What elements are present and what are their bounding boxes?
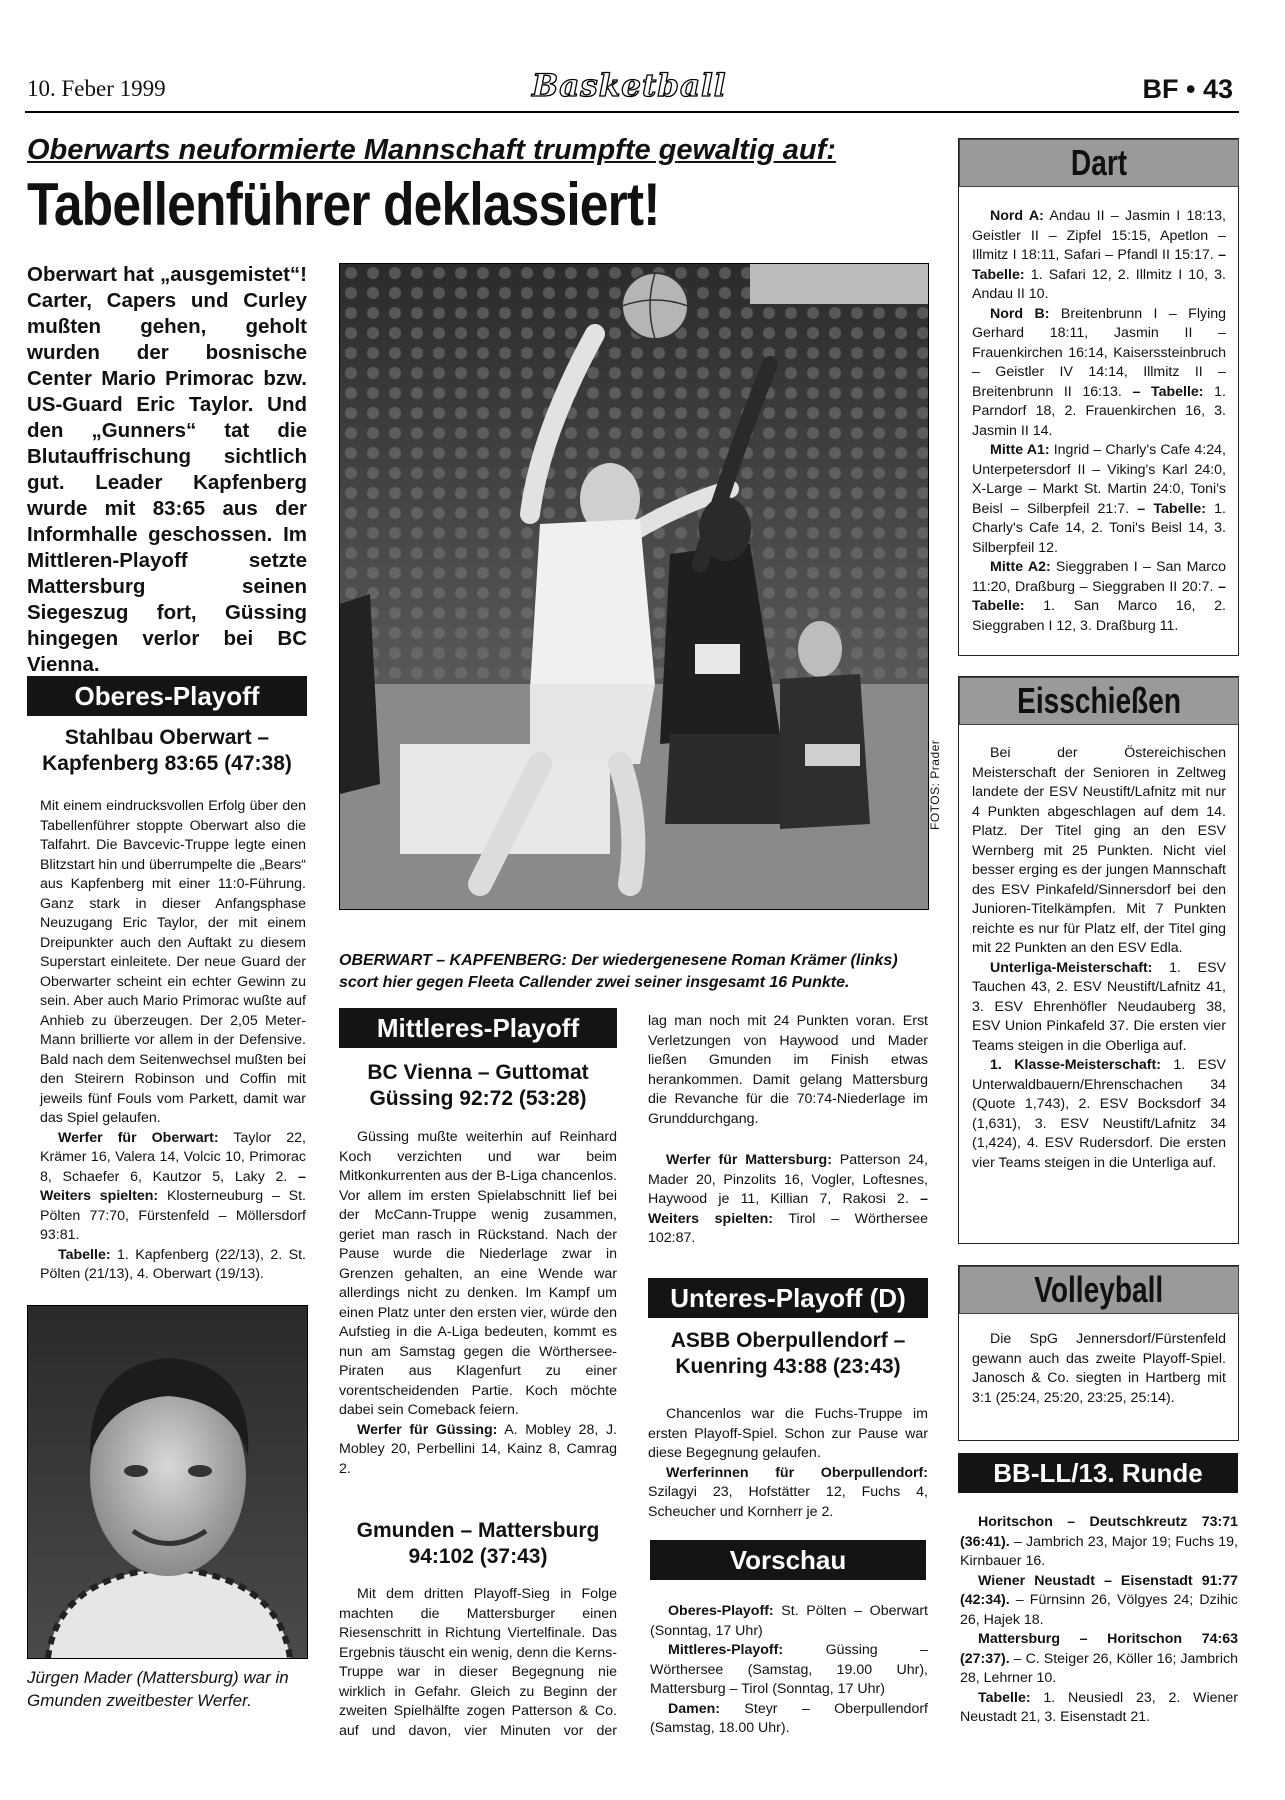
mittleres-weiters: Tirol – Wörthersee 102:87.: [648, 1210, 928, 1246]
mittleres-werfer2-line: [648, 1151, 928, 1249]
oberes-playoff-bar: Oberes-Playoff: [27, 676, 307, 716]
oberes-werfer: Taylor 22, Krämer 16, Valera 14, Volcic 10, Primorac 8, Schaefer 6, Kautzor 5, Laky 2.: [40, 1129, 306, 1185]
mittleres-article2-col2: [648, 1012, 928, 1249]
bbll-table-label: Tabelle:: [978, 1689, 1031, 1706]
vorschau-item-1: [650, 1602, 928, 1641]
mittleres-werfer1-label: Werfer für Güssing:: [357, 1421, 498, 1438]
vorschau-item-3-text: Steyr – Oberpullendorf (Samstag, 18.00 Uhr).: [650, 1700, 928, 1736]
bbll-bar: BB-LL/13. Runde: [958, 1453, 1238, 1493]
vorschau-item-1-label: Oberes-Playoff:: [668, 1603, 774, 1619]
dart-title-text: Dart: [1070, 142, 1128, 183]
unteres-article: [648, 1405, 928, 1522]
portrait-caption: Jürgen Mader (Mattersburg) war in Gmunden zweitbester Werfer.: [27, 1668, 289, 1710]
eisschiessen-text: Bei der Östereichischen Meisterschaft der Senioren in Zeltweg landete der ESV Neustift/Lafnitz mit nur 4 Punkten abgeschlagen auf dem 14. Platz. Der Titel ging an den ESV Wernberg mit 25 Punkten. Nicht viel besser erging es der jungen Mannschaft des ESV Pinkafeld/Sinnersdorf bei den Junioren-Titelkämpfen. Mit 7 Punkten reichte es nur für Platz elf, der Titel ging mit 22 Punkten an den ESV Edla.: [972, 745, 1226, 956]
portrait-image: [28, 1306, 307, 1658]
bbll-game-1-text: – Jambrich 23, Major 19; Fuchs 19, Kirnbauer 16.: [960, 1533, 1238, 1569]
bbll-results: [960, 1513, 1238, 1728]
headline: Tabellenführer deklassiert!: [27, 171, 660, 238]
basketball-action-image: [340, 264, 928, 909]
volleyball-title-text: Volleyball: [1034, 1269, 1164, 1310]
dart-mitte-a2-text: Sieggraben I – San Marco 11:20, Draßburg – Sieggraben II 20:7.: [972, 559, 1226, 595]
eisschiessen-unterliga: [972, 959, 1226, 1057]
mittleres-playoff-bar: Mittleres-Playoff: [339, 1008, 617, 1048]
unteres-werfer-line: [648, 1464, 928, 1523]
oberes-article: [40, 797, 306, 1285]
dart-results: [972, 207, 1226, 636]
dart-nord-a-text: Andau II – Jasmin I 18:13, Geistler II – Zipfel 15:15, Apetlon – Illmitz I 18:11, Safari – Pfandl II 15:17.: [972, 208, 1226, 263]
bbll-game-1-label: Horitschon – Deutschkreutz 73:71 (36:41).: [960, 1514, 1238, 1550]
vorschau-list: [650, 1602, 928, 1739]
mittleres-werfer1: A. Mobley 28, J. Mobley 20, Perbellini 14, Kainz 8, Camrag 2.: [339, 1421, 617, 1477]
eisschiessen-klasse: [972, 1056, 1226, 1173]
volleyball-text: Die SpG Jennersdorf/Fürstenfeld gewann auch das zweite Playoff-Spiel. Janosch & Co. siegten in Hartberg mit 3:1 (25:24, 25:20, 23:25, 25:14).: [972, 1331, 1226, 1406]
kicker: Oberwarts neuformierte Mannschaft trumpfte gewaltig auf:: [27, 134, 836, 166]
mittleres-weiters-label: – Weiters spielten:: [648, 1191, 928, 1227]
vorschau-item-2-label: Mittleres-Playoff:: [668, 1642, 784, 1658]
oberes-text: Mit einem eindrucksvollen Erfolg über den Tabellenführer stoppte Oberwart also die Talfahrt. Die Bavcevic-Truppe legte einen Blitzstart hin und überrumpelte die „Bears“ aus Kapfenberg mit einer 11:0-Führung. Ganz stark in dieser Anfangsphase Neuzugang Eric Taylor, der mit einem Dreipunkter auch den Auftakt zu diesem Superstart einleitete. Der neue Guard der Oberwarter scheint ein echter Gewinn zu sein. Aber auch Mario Primorac wußte auf Anhieb zu überzeugen. Der 2,05 Meter-Mann brillierte vor allem in der Defensive. Bald nach dem Seitenwechsel mußten bei den Steirern Robinson und Coffin mit jeweils fünf Fouls vom Parkett, damit war das Spiel gelaufen.: [40, 798, 306, 1126]
bbll-game-3-label: Mattersburg – Horitschon 74:63 (27:37).: [960, 1631, 1238, 1667]
eisschiessen-title-text: Eisschießen: [1017, 680, 1181, 721]
dart-nord-a: [972, 207, 1226, 305]
volleyball-article: [972, 1330, 1226, 1408]
vorschau-item-3-label: Damen:: [668, 1700, 721, 1717]
unteres-werfer: Szilagyi 23, Hofstätter 12, Fuchs 4, Scheucher und Kornherr je 2.: [648, 1484, 928, 1520]
section-title: Basketball: [532, 68, 727, 104]
mittleres-article1: [339, 1128, 617, 1479]
game-photo: [339, 263, 929, 910]
mittleres-article2-col1: [339, 1585, 617, 1741]
dart-nord-a-tabelle: 1. Safari 12, 2. Illmitz I 10, 3. Andau II 10.: [972, 266, 1226, 302]
bbll-game-2-text: – Fürnsinn 26, Völgyes 24; Dzihic 26, Hajek 18.: [960, 1592, 1238, 1628]
dart-nord-b-text: Breitenbrunn I – Flying Gerhard 18:11, Jasmin II – Frauenkirchen 16:14, Kaiserssteinbruch – Geistler IV 14:14, Illmitz II – Breitenbrunn II 16:13.: [972, 305, 1227, 400]
bbll-table: [960, 1689, 1238, 1728]
oberes-werfer-label: Werfer für Oberwart:: [58, 1129, 219, 1146]
oberes-tabelle: 1. Kapfenberg (22/13), 2. St. Pölten (21/13), 4. Oberwart (19/13).: [40, 1246, 306, 1282]
volleyball-title: [959, 1266, 1239, 1314]
photo-credit: FOTOS: Prader: [928, 739, 942, 830]
page-number: BF • 43: [1142, 74, 1233, 104]
bbll-table-text: 1. Neusiedl 23, 2. Wiener Neustadt 21, 3. Eisenstadt 21.: [960, 1689, 1238, 1725]
dart-nord-a-label: Nord A:: [990, 208, 1044, 224]
portrait-photo: [27, 1305, 308, 1659]
unteres-werfer-label: Werferinnen für Oberpullendorf:: [666, 1464, 928, 1481]
eisschiessen-unterliga-text: 1. ESV Tauchen 43, 2. ESV Neustift/Lafnitz 41, 3. ESV Ehrenhöfler Neudauberg 38, ESV Union Pinkafeld 37. Die ersten vier Teams steigen in die Oberliga auf.: [972, 959, 1226, 1054]
oberes-tabelle-label: Tabelle:: [58, 1246, 111, 1263]
vorschau-item-2-text: Güssing – Wörthersee (Samstag, 19.00 Uhr), Mattersburg – Tirol (Sonntag, 17 Uhr): [650, 1642, 928, 1697]
mittleres-text2-cont: lag man noch mit 24 Punkten voran. Erst Verletzungen von Haywood und Mader ließen Gmunden im Finish etwas herankommen. Damit gelang Mattersburg die Revanche für die 70:74-Niederlage im Grunddurchgang.: [648, 1013, 928, 1127]
bbll-game-3: [960, 1630, 1238, 1689]
dart-mitte-a2-tabelle-label: – Tabelle:: [972, 578, 1226, 614]
oberes-table: [40, 1246, 306, 1285]
dart-mitte-a1-text: Ingrid – Charly's Cafe 4:24, Unterpetersdorf II – Viking's Karl 24:0, X-Large – Markt St. Martin 24:0, Toni's Beisl – Silberpfeil 21:7.: [972, 442, 1226, 517]
photo-caption: OBERWART – KAPFENBERG: Der wiedergenesene Roman Krämer (links) scort hier gegen Fleeta Callender zwei seiner insgesamt 16 Punkte.: [339, 952, 898, 991]
dart-mitte-a2-tabelle: 1. San Marco 16, 2. Sieggraben I 12, 3. Draßburg 11.: [972, 598, 1226, 634]
dart-nord-a-tabelle-label: – Tabelle:: [972, 247, 1227, 283]
dart-mitte-a1-label: Mitte A1:: [990, 442, 1050, 458]
bbll-game-1: [960, 1513, 1238, 1572]
mittleres-text2: Mit dem dritten Playoff-Sieg in Folge machten die Mattersburger einen Riesenschritt in Richtung Viertelfinale. Das Ergebnis täuscht ein wenig, denn die Kerns-Truppe war in dieser Begegnung nie wirklich in Gefahr. Gleich zu Beginn der zweiten Spielhälfte zogen Patterson & Co. auf und davon, vier Minuten vor der: [339, 1586, 617, 1739]
vorschau-item-1-text: St. Pölten – Oberwart (Sonntag, 17 Uhr): [650, 1603, 928, 1639]
oberes-weiters: Klosterneuburg – St. Pölten 77:70, Fürstenfeld – Möllersdorf 93:81.: [40, 1188, 306, 1243]
dart-mitte-a2: [972, 558, 1226, 636]
vorschau-bar: Vorschau: [650, 1540, 926, 1580]
dart-nord-b-tabelle-label: – Tabelle:: [1121, 383, 1204, 400]
mittleres-text2-continued: [648, 1012, 928, 1151]
dart-mitte-a1: [972, 441, 1226, 558]
oberes-game-heading: Stahlbau Oberwart – Kapfenberg 83:65 (47:38): [42, 726, 292, 775]
mittleres-text1: Güssing mußte weiterhin auf Reinhard Koch verzichten und war beim Mitkonkurrenten aus der B-Liga chancenlos. Vor allem im ersten Spielabschnitt lief bei der McCann-Truppe wenig zusammen, geriet man rasch in Rückstand. Nach der Pause wurde die Niederlage zwar in Grenzen gehalten, an eine Wende war allerdings nicht zu denken. Im Kampf um einen Platz unter den ersten vier, würde den Aufstieg in die A-Liga bedeuten, kommt es nun am Samstag gegen die Wörthersee-Piraten aus Klagenfurt zu einer vorentscheidenden Partie. Koch möchte dabei sein Comeback feiern.: [339, 1129, 617, 1418]
oberes-stats: [40, 1129, 306, 1246]
dart-mitte-a1-tabelle-label: – Tabelle:: [1129, 500, 1206, 517]
bbll-game-2: [960, 1572, 1238, 1631]
bbll-game-2-label: Wiener Neustadt – Eisenstadt 91:77 (42:34).: [960, 1572, 1238, 1608]
unteres-text: Chancenlos war die Fuchs-Truppe im ersten Playoff-Spiel. Schon zur Pause war diese Begegnung gelaufen.: [648, 1406, 928, 1461]
dart-title: [959, 139, 1239, 187]
mittleres-werfer2: Patterson 24, Mader 20, Pinzolits 16, Vogler, Loftesnes, Haywood je 11, Killian 7, Rakosi 2.: [648, 1152, 928, 1207]
eisschiessen-article: [972, 744, 1226, 1173]
issue-date: 10. Feber 1999: [27, 76, 166, 101]
dart-nord-b-tabelle: 1. Parndorf 18, 2. Frauenkirchen 16, 3. Jasmin II 14.: [972, 383, 1226, 439]
mittleres-game1-heading: BC Vienna – Guttomat Güssing 92:72 (53:28): [367, 1061, 589, 1110]
unteres-game-heading: ASBB Oberpullendorf – Kuenring 43:88 (23:43): [670, 1329, 906, 1378]
mittleres-werfer2-label: Werfer für Mattersburg:: [666, 1152, 832, 1168]
vorschau-item-2: [650, 1641, 928, 1700]
dart-nord-b: [972, 305, 1226, 442]
eisschiessen-title: [959, 677, 1239, 725]
unteres-playoff-bar: Unteres-Playoff (D): [648, 1278, 928, 1318]
eisschiessen-klasse-label: 1. Klasse-Meisterschaft:: [990, 1057, 1161, 1073]
dart-mitte-a1-tabelle: 1. Charly's Cafe 14, 2. Toni's Beisl 14, 3. Silberpfeil 12.: [972, 500, 1227, 556]
dart-mitte-a2-label: Mitte A2:: [990, 559, 1051, 575]
oberes-weiters-label: – Weiters spielten:: [40, 1168, 306, 1204]
lead-paragraph: Oberwart hat „ausgemistet“! Carter, Capers und Curley mußten gehen, geholt wurden der bosnische Center Mario Primorac bzw. US-Guard Eric Taylor. Und den „Gunners“ tat die Blutauffrischung sichtlich gut. Leader Kapfenberg wurde mit 83:65 aus der Informhalle geschossen. Im Mittleren-Playoff setzte Mattersburg seinen Siegeszug fort, Güssing hingegen verlor bei BC Vienna.: [27, 263, 307, 676]
eisschiessen-unterliga-label: Unterliga-Meisterschaft:: [990, 959, 1153, 976]
dart-nord-b-label: Nord B:: [990, 305, 1050, 322]
eisschiessen-klasse-text: 1. ESV Unterwaldbauern/Ehrenschachen 34 (Quote 1,743), 2. ESV Bocksdorf 34 (1,631), 3. ESV Neustift/Lafnitz 34 (1,424), 4. ESV Rudersdorf. Die ersten vier Teams steigen in die Unterliga auf.: [972, 1057, 1226, 1171]
mittleres-game2-heading: Gmunden – Mattersburg 94:102 (37:43): [356, 1519, 600, 1568]
header-rule: [25, 111, 1239, 113]
mittleres-werfer1-line: [339, 1421, 617, 1480]
bbll-game-3-text: – C. Steiger 26, Köller 16; Jambrich 28, Lehrner 10.: [960, 1650, 1238, 1686]
vorschau-item-3: [650, 1700, 928, 1739]
